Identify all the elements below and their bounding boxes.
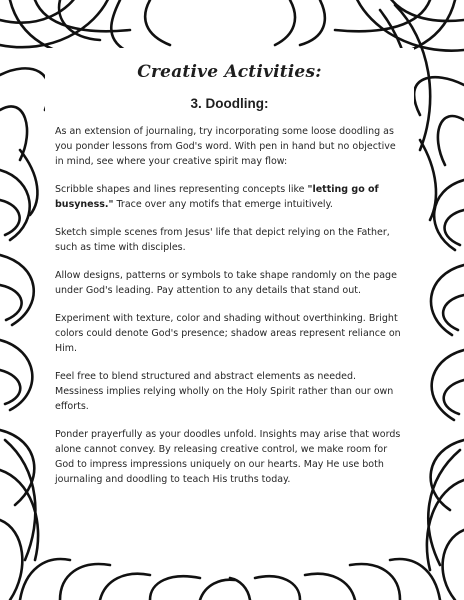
intro-paragraph: As an extension of journaling, try incorporating some loose doodling as you ponder lessons from God's word. With pen in hand but no objective in mind, see where your creative spirit may flow: <box>55 126 396 167</box>
blend-paragraph: Feel free to blend structured and abstract elements as needed. Messiness implies relying wholly on the Holy Spirit rather than our own efforts. <box>55 371 394 412</box>
experiment-paragraph: Experiment with texture, color and shading without overthinking. Bright colors could denote God's presence; shadow areas represent reliance on Him. <box>55 313 401 354</box>
page-title: Creative Activities: <box>137 62 322 82</box>
scribble-text-start: Scribble shapes and lines representing concepts like <box>55 184 308 195</box>
allow-paragraph: Allow designs, patterns or symbols to take shape randomly on the page under God's leading. Pay attention to any details that stand out. <box>55 270 397 296</box>
sketch-paragraph: Sketch simple scenes from Jesus' life that depict relying on the Father, such as time with disciples. <box>55 227 390 253</box>
ponder-paragraph: Ponder prayerfully as your doodles unfold. Insights may arise that words alone cannot convey. By releasing creative control, we make room for God to impress impressions uniquely on our hearts. May He use both journaling and doodling to teach His truths today. <box>55 429 401 485</box>
content-panel <box>45 48 414 552</box>
scribble-text-end: Trace over any motifs that emerge intuitively. <box>113 199 333 210</box>
scribble-paragraph <box>55 182 404 212</box>
section-heading: 3. Doodling: <box>190 96 269 111</box>
scribble-emphasis: "letting go of busyness." <box>55 184 379 210</box>
